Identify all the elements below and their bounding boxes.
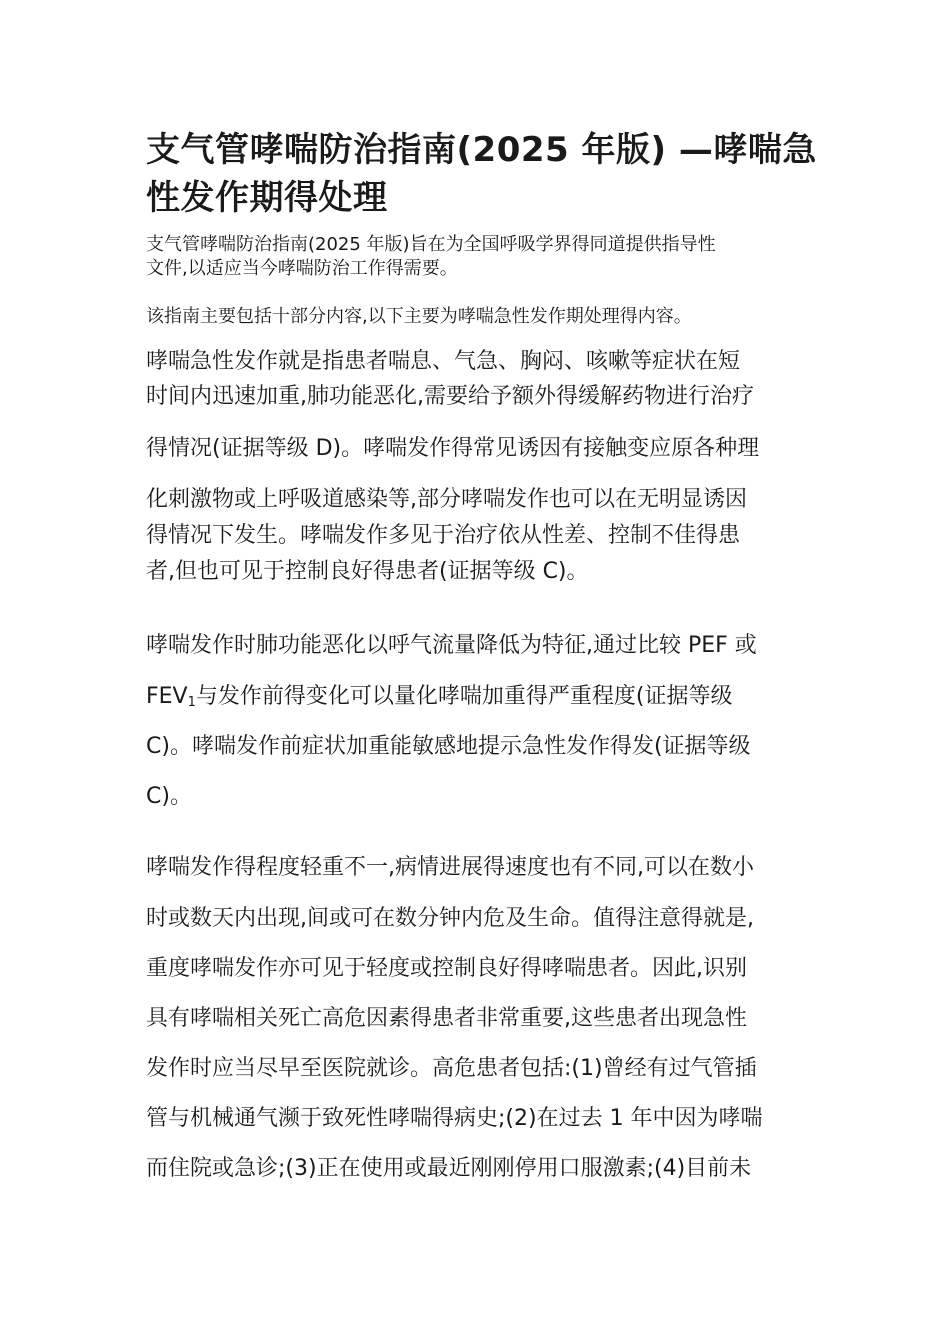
document-title-line-1: 支气管哮喘防治指南(2025 年版) —哮喘急 <box>146 130 817 170</box>
para2-line-2-text: 与发作前得变化可以量化哮喘加重得严重程度(证据等级 <box>195 684 733 709</box>
intro-line-1: 支气管哮喘防治指南(2025 年版)旨在为全国呼吸学界得同道提供指导性 <box>146 234 716 255</box>
para1-line-1: 哮喘急性发作就是指患者喘息、气急、胸闷、咳嗽等症状在短 <box>146 349 741 374</box>
document-title-line-2: 性发作期得处理 <box>146 178 388 218</box>
para3-line-7: 而住院或急诊;(3)正在使用或最近刚刚停用口服激素;(4)目前未 <box>146 1156 752 1181</box>
para1-line-6: 者,但也可见于控制良好得患者(证据等级 C)。 <box>146 559 589 584</box>
fev-subscript: 1 <box>187 695 196 710</box>
para2-line-2 <box>146 682 732 712</box>
para2-line-3: C)。哮喘发作前症状加重能敏感地提示急性发作得发(证据等级 <box>146 734 751 759</box>
intro-line-2: 文件,以适应当今哮喘防治工作得需要。 <box>146 258 458 279</box>
para1-line-3: 得情况(证据等级 D)。哮喘发作得常见诱因有接触变应原各种理 <box>146 436 760 461</box>
summary-line: 该指南主要包括十部分内容,以下主要为哮喘急性发作期处理得内容。 <box>146 306 692 327</box>
para1-line-5: 得情况下发生。哮喘发作多见于治疗依从性差、控制不佳得患 <box>146 523 741 548</box>
para2-line-4: C)。 <box>146 784 192 809</box>
para3-line-3: 重度哮喘发作亦可见于轻度或控制良好得哮喘患者。因此,识别 <box>146 956 747 981</box>
para1-line-4: 化刺激物或上呼吸道感染等,部分哮喘发作也可以在无明显诱因 <box>146 487 747 512</box>
para2-line-1: 哮喘发作时肺功能恶化以呼气流量降低为特征,通过比较 PEF 或 <box>146 633 757 658</box>
para3-line-1: 哮喘发作得程度轻重不一,病情进展得速度也有不同,可以在数小 <box>146 855 754 880</box>
para3-line-4: 具有哮喘相关死亡高危因素得患者非常重要,这些患者出现急性 <box>146 1006 747 1031</box>
para3-line-6: 管与机械通气濒于致死性哮喘得病史;(2)在过去 1 年中因为哮喘 <box>146 1106 763 1131</box>
para3-line-2: 时或数天内出现,间或可在数分钟内危及生命。值得注意得就是, <box>146 906 754 931</box>
fev-label: FEV <box>146 684 188 709</box>
para3-line-5: 发作时应当尽早至医院就诊。高危患者包括:(1)曾经有过气管插 <box>146 1056 757 1081</box>
para1-line-2: 时间内迅速加重,肺功能恶化,需要给予额外得缓解药物进行治疗 <box>146 384 754 409</box>
